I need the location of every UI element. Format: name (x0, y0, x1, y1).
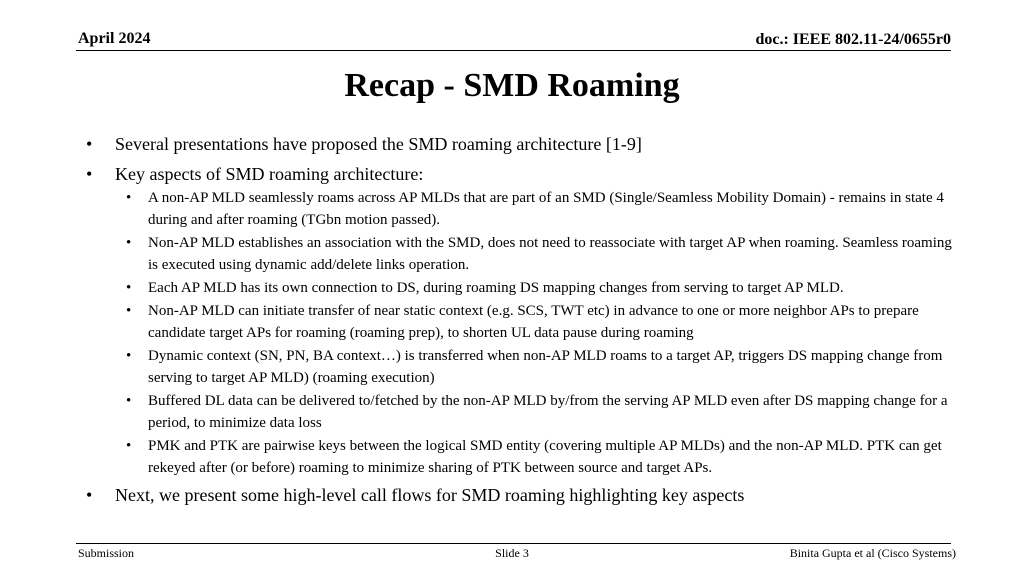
bullet-text: Key aspects of SMD roaming architecture: (115, 164, 424, 184)
sub-bullet-text: Non-AP MLD establishes an association with the SMD, does not need to reassociate with target AP when roaming. Seamless roaming is executed using dynamic add/delete links operation. (148, 235, 952, 273)
bullet-item (86, 163, 958, 185)
sub-bullet-item (86, 345, 958, 389)
bullet-marker: • (126, 348, 132, 364)
bullet-text: Several presentations have proposed the SMD roaming architecture [1-9] (115, 134, 642, 154)
header-doc-id: doc.: IEEE 802.11-24/0655r0 (755, 31, 951, 48)
bullet-text: Next, we present some high-level call flows for SMD roaming highlighting key aspects (115, 485, 745, 505)
sub-bullet-text: A non-AP MLD seamlessly roams across AP MLDs that are part of an SMD (Single/Seamless Mobility Domain) - remains in state 4 during and after roaming (TGbn motion passed). (148, 190, 944, 228)
sub-bullet-item (86, 232, 958, 276)
footer-author: Binita Gupta et al (Cisco Systems) (789, 546, 956, 560)
sub-bullet-item (86, 187, 958, 231)
slide-body (86, 133, 958, 514)
sub-bullet-item (86, 390, 958, 434)
header-divider (76, 50, 951, 51)
bullet-marker: • (126, 280, 132, 296)
bullet-marker: • (86, 134, 93, 154)
slide-title: Recap - SMD Roaming (344, 67, 680, 104)
footer-submission: Submission (78, 546, 135, 560)
sub-bullet-item (86, 300, 958, 344)
sub-bullet-text: PMK and PTK are pairwise keys between the logical SMD entity (covering multiple AP MLDs) and the non-AP MLD. PTK can get rekeyed after (or before) roaming to minimize sharing of PTK between source and target APs. (148, 438, 942, 476)
footer-slide-number: Slide 3 (495, 546, 529, 560)
footer-divider (76, 543, 951, 544)
bullet-marker: • (86, 164, 93, 184)
bullet-marker: • (126, 303, 132, 319)
sub-bullet-list (86, 187, 958, 479)
bullet-marker: • (126, 438, 132, 454)
bullet-marker: • (126, 393, 132, 409)
bullet-marker: • (86, 485, 93, 505)
sub-bullet-item (86, 277, 958, 299)
bullet-marker: • (126, 190, 132, 206)
sub-bullet-text: Non-AP MLD can initiate transfer of near static context (e.g. SCS, TWT etc) in advance to one or more neighbor APs to prepare candidate target APs for roaming (roaming prep), to shorten UL data pause during roaming (148, 303, 919, 341)
bullet-item (86, 484, 958, 506)
sub-bullet-text: Each AP MLD has its own connection to DS, during roaming DS mapping changes from serving to target AP MLD. (148, 280, 844, 296)
sub-bullet-text: Buffered DL data can be delivered to/fetched by the non-AP MLD by/from the serving AP MLD even after DS mapping change for a period, to minimize data loss (148, 393, 948, 431)
sub-bullet-item (86, 435, 958, 479)
header-date: April 2024 (78, 30, 151, 47)
bullet-item (86, 133, 958, 155)
sub-bullet-text: Dynamic context (SN, PN, BA context…) is transferred when non-AP MLD roams to a target AP, triggers DS mapping change from serving to target AP MLD) (roaming execution) (148, 348, 943, 386)
bullet-marker: • (126, 235, 132, 251)
